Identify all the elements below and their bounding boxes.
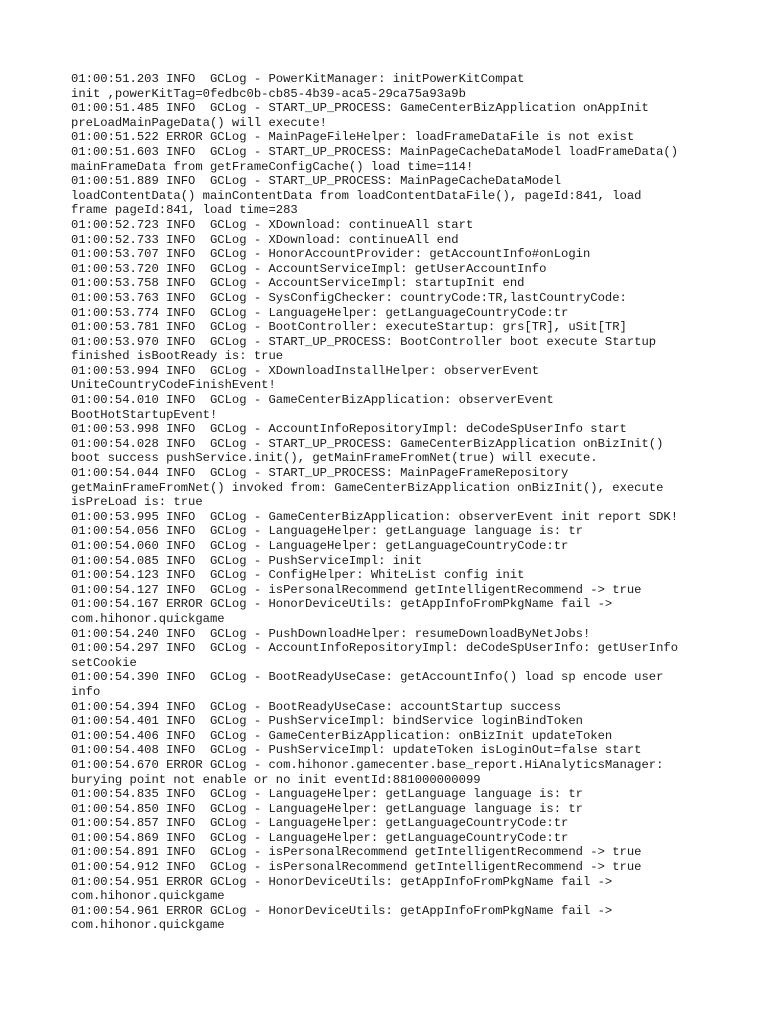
log-line: 01:00:51.485 INFO GCLog - START_UP_PROCESS: GameCenterBizApplication onAppInit (71, 101, 649, 116)
log-line: 01:00:54.240 INFO GCLog - PushDownloadHelper: resumeDownloadByNetJobs! (71, 626, 591, 641)
log-line: 01:00:54.010 INFO GCLog - GameCenterBizApplication: observerEvent (71, 393, 554, 408)
log-line: 01:00:54.869 INFO GCLog - LanguageHelper: getLanguageCountryCode:tr (71, 830, 569, 845)
log-line: 01:00:54.044 INFO GCLog - START_UP_PROCESS: MainPageFrameRepository (71, 466, 569, 481)
log-line: 01:00:54.390 INFO GCLog - BootReadyUseCase: getAccountInfo() load sp encode user (71, 670, 664, 685)
log-line: frame pageId:841, load time=283 (71, 203, 298, 218)
log-line: 01:00:54.060 INFO GCLog - LanguageHelper: getLanguageCountryCode:tr (71, 539, 569, 553)
log-line: 01:00:54.394 INFO GCLog - BootReadyUseCase: accountStartup success (71, 699, 562, 714)
log-line: finished isBootReady is: true (71, 349, 284, 364)
log-line: 01:00:54.401 INFO GCLog - PushServiceImpl: bindService loginBindToken (71, 714, 583, 729)
log-line: 01:00:53.970 INFO GCLog - START_UP_PROCESS: BootController boot execute Startup (71, 334, 657, 349)
log-line: 01:00:51.603 INFO GCLog - START_UP_PROCESS: MainPageCacheDataModel loadFrameData() (71, 144, 679, 159)
log-line: 01:00:53.720 INFO GCLog - AccountServiceImpl: getUserAccountInfo (71, 261, 547, 276)
log-line: 01:00:54.891 INFO GCLog - isPersonalRecommend getIntelligentRecommend -> true (71, 845, 642, 860)
log-line: 01:00:53.758 INFO GCLog - AccountServiceImpl: startupInit end (71, 276, 525, 291)
log-text-block (71, 72, 711, 933)
log-line: burying point not enable or no init eventId:881000000099 (71, 772, 481, 787)
log-line: com.hihonor.quickgame (71, 889, 225, 904)
log-line: 01:00:53.998 INFO GCLog - AccountInfoRepositoryImpl: deCodeSpUserInfo start (71, 422, 627, 437)
log-line: 01:00:54.961 ERROR GCLog - HonorDeviceUtils: getAppInfoFromPkgName fail -> (71, 903, 613, 918)
log-line: 01:00:53.995 INFO GCLog - GameCenterBizApplication: observerEvent init report SDK! (71, 509, 679, 524)
log-line: com.hihonor.quickgame (71, 611, 225, 626)
log-line: 01:00:54.123 INFO GCLog - ConfigHelper: WhiteList config init (71, 568, 525, 583)
log-line: 01:00:53.994 INFO GCLog - XDownloadInstallHelper: observerEvent (71, 363, 540, 378)
log-line: UniteCountryCodeFinishEvent! (71, 378, 276, 393)
log-line: 01:00:53.707 INFO GCLog - HonorAccountProvider: getAccountInfo#onLogin (71, 247, 591, 262)
log-line: 01:00:54.028 INFO GCLog - START_UP_PROCESS: GameCenterBizApplication onBizInit() (71, 436, 664, 451)
log-line: com.hihonor.quickgame (71, 918, 225, 933)
log-line: 01:00:51.889 INFO GCLog - START_UP_PROCESS: MainPageCacheDataModel (71, 174, 562, 189)
log-line: 01:00:54.850 INFO GCLog - LanguageHelper: getLanguage language is: tr (71, 801, 583, 816)
log-line: 01:00:54.857 INFO GCLog - LanguageHelper: getLanguageCountryCode:tr (71, 816, 569, 831)
log-line: 01:00:54.408 INFO GCLog - PushServiceImpl: updateToken isLoginOut=false start (71, 743, 642, 758)
log-line: 01:00:54.297 INFO GCLog - AccountInfoRepositoryImpl: deCodeSpUserInfo: getUserInfo (71, 641, 679, 656)
log-line: 01:00:53.763 INFO GCLog - SysConfigChecker: countryCode:TR,lastCountryCode: (71, 290, 627, 305)
log-line: 01:00:54.056 INFO GCLog - LanguageHelper: getLanguage language is: tr (71, 524, 583, 539)
log-line: BootHotStartupEvent! (71, 407, 218, 422)
log-line: 01:00:54.406 INFO GCLog - GameCenterBizApplication: onBizInit updateToken (71, 728, 613, 743)
log-line: preLoadMainPageData() will execute! (71, 115, 327, 130)
log-line: setCookie (71, 655, 137, 670)
log-line: 01:00:53.774 INFO GCLog - LanguageHelper: getLanguageCountryCode:tr (71, 305, 569, 320)
log-line: boot success pushService.init(), getMainFrameFromNet(true) will execute. (71, 451, 598, 466)
log-line: 01:00:53.781 INFO GCLog - BootController: executeStartup: grs[TR], uSit[TR] (71, 320, 627, 335)
log-line: 01:00:54.085 INFO GCLog - PushServiceImpl: init (71, 553, 423, 568)
log-line: 01:00:54.835 INFO GCLog - LanguageHelper: getLanguage language is: tr (71, 787, 583, 802)
log-line: 01:00:54.127 INFO GCLog - isPersonalRecommend getIntelligentRecommend -> true (71, 582, 642, 597)
log-line: isPreLoad is: true (71, 495, 203, 510)
log-line: 01:00:52.733 INFO GCLog - XDownload: continueAll end (71, 232, 459, 247)
log-line: loadContentData() mainContentData from loadContentDataFile(), pageId:841, load (71, 188, 642, 203)
log-line: getMainFrameFromNet() invoked from: GameCenterBizApplication onBizInit(), execute (71, 480, 664, 495)
log-line: 01:00:54.951 ERROR GCLog - HonorDeviceUtils: getAppInfoFromPkgName fail -> (71, 874, 613, 889)
log-line: 01:00:54.912 INFO GCLog - isPersonalRecommend getIntelligentRecommend -> true (71, 860, 642, 875)
log-line: 01:00:51.522 ERROR GCLog - MainPageFileHelper: loadFrameDataFile is not exist (71, 130, 635, 145)
log-line: 01:00:51.203 INFO GCLog - PowerKitManager: initPowerKitCompat (71, 72, 525, 86)
log-line: 01:00:54.167 ERROR GCLog - HonorDeviceUtils: getAppInfoFromPkgName fail -> (71, 597, 613, 612)
log-line: info (71, 684, 101, 699)
log-line: 01:00:52.723 INFO GCLog - XDownload: continueAll start (71, 217, 474, 232)
log-line: mainFrameData from getFrameConfigCache() load time=114! (71, 159, 474, 174)
log-line: 01:00:54.670 ERROR GCLog - com.hihonor.gamecenter.base_report.HiAnalyticsManager: (71, 757, 664, 772)
log-line: init ,powerKitTag=0fedbc0b-cb85-4b39-aca5-29ca75a93a9b (71, 86, 466, 101)
